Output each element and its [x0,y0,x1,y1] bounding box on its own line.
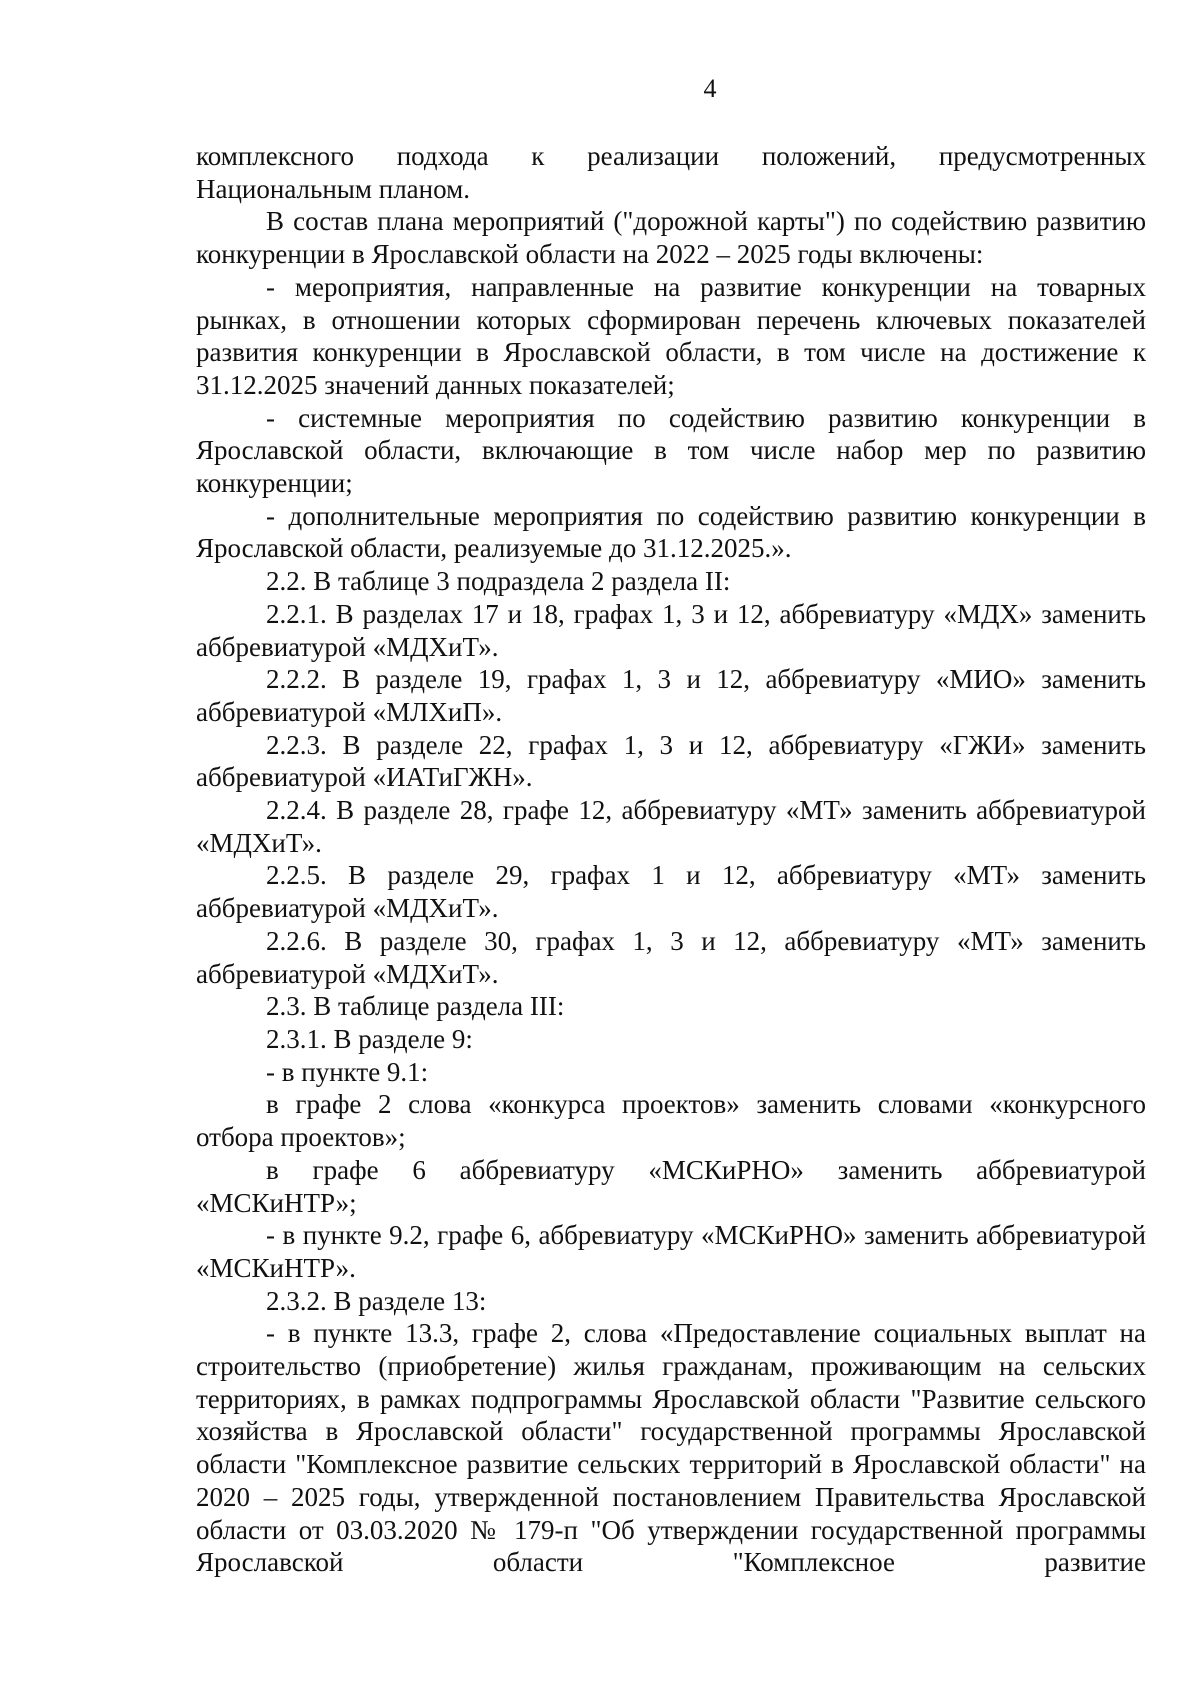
document-body [196,140,1146,1579]
paragraph: - в пункте 13.3, графе 2, слова «Предоставление социальных выплат на строительство (приобретение) жилья гражданам, проживающим на сельских территориях, в рамках подпрограммы Ярославской области "Развитие сельского хозяйства в Ярославской области" государственной программы Ярославской области "Комплексное развитие сельских территорий в Ярославской области" на 2020 – 2025 годы, утвержденной постановлением Правительства Ярославской области от 03.03.2020 № 179-п "Об утверждении государственной программы Ярославской области "Комплексное развитие [196,1318,1146,1578]
paragraph: - в пункте 9.1: [266,1056,429,1087]
paragraph: - системные мероприятия по содействию развитию конкуренции в Ярославской области, включающие в том числе набор мер по развитию конкуренции; [196,402,1146,499]
paragraph: комплексного подхода к реализации положений, предусмотренных Национальным планом. [196,141,1146,204]
paragraph: - в пункте 9.2, графе 6, аббревиатуру «МСКиРНО» заменить аббревиатурой «МСКиНТР». [196,1220,1146,1283]
paragraph: 2.2.6. В разделе 30, графах 1, 3 и 12, аббревиатуру «МТ» заменить аббревиатурой «МДХиТ». [196,925,1146,989]
paragraph: 2.3.1. В разделе 9: [266,1023,473,1054]
paragraph: 2.3. В таблице раздела III: [266,991,565,1022]
paragraph: В состав плана мероприятий ("дорожной карты") по содействию развитию конкуренции в Ярославской области на 2022 – 2025 годы включены: [196,206,1146,270]
paragraph: в графе 2 слова «конкурса проектов» заменить словами «конкурсного отбора проектов»; [196,1089,1146,1153]
paragraph: 2.3.2. В разделе 13: [266,1285,487,1316]
paragraph: 2.2. В таблице 3 подраздела 2 раздела II: [266,566,731,597]
paragraph: 2.2.3. В разделе 22, графах 1, 3 и 12, аббревиатуру «ГЖИ» заменить аббревиатурой «ИАТиГЖН». [196,729,1146,793]
paragraph: 2.2.5. В разделе 29, графах 1 и 12, аббревиатуру «МТ» заменить аббревиатурой «МДХиТ». [196,860,1146,924]
paragraph: - мероприятия, направленные на развитие конкуренции на товарных рынках, в отношении которых сформирован перечень ключевых показателей развития конкуренции в Ярославской области, в том числе на достижение к 31.12.2025 значений данных показателей; [196,271,1146,400]
page-number: 4 [703,74,717,103]
paragraph: - дополнительные мероприятия по содействию развитию конкуренции в Ярославской области, реализуемые до 31.12.2025.». [196,500,1146,564]
paragraph: 2.2.1. В разделах 17 и 18, графах 1, 3 и 12, аббревиатуру «МДХ» заменить аббревиатурой «МДХиТ». [196,598,1146,662]
paragraph: 2.2.2. В разделе 19, графах 1, 3 и 12, аббревиатуру «МИО» заменить аббревиатурой «МЛХиП». [196,664,1146,727]
paragraph: в графе 6 аббревиатуру «МСКиРНО» заменить аббревиатурой «МСКиНТР»; [196,1154,1146,1218]
paragraph: 2.2.4. В разделе 28, графе 12, аббревиатуру «МТ» заменить аббревиатурой «МДХиТ». [196,795,1146,858]
